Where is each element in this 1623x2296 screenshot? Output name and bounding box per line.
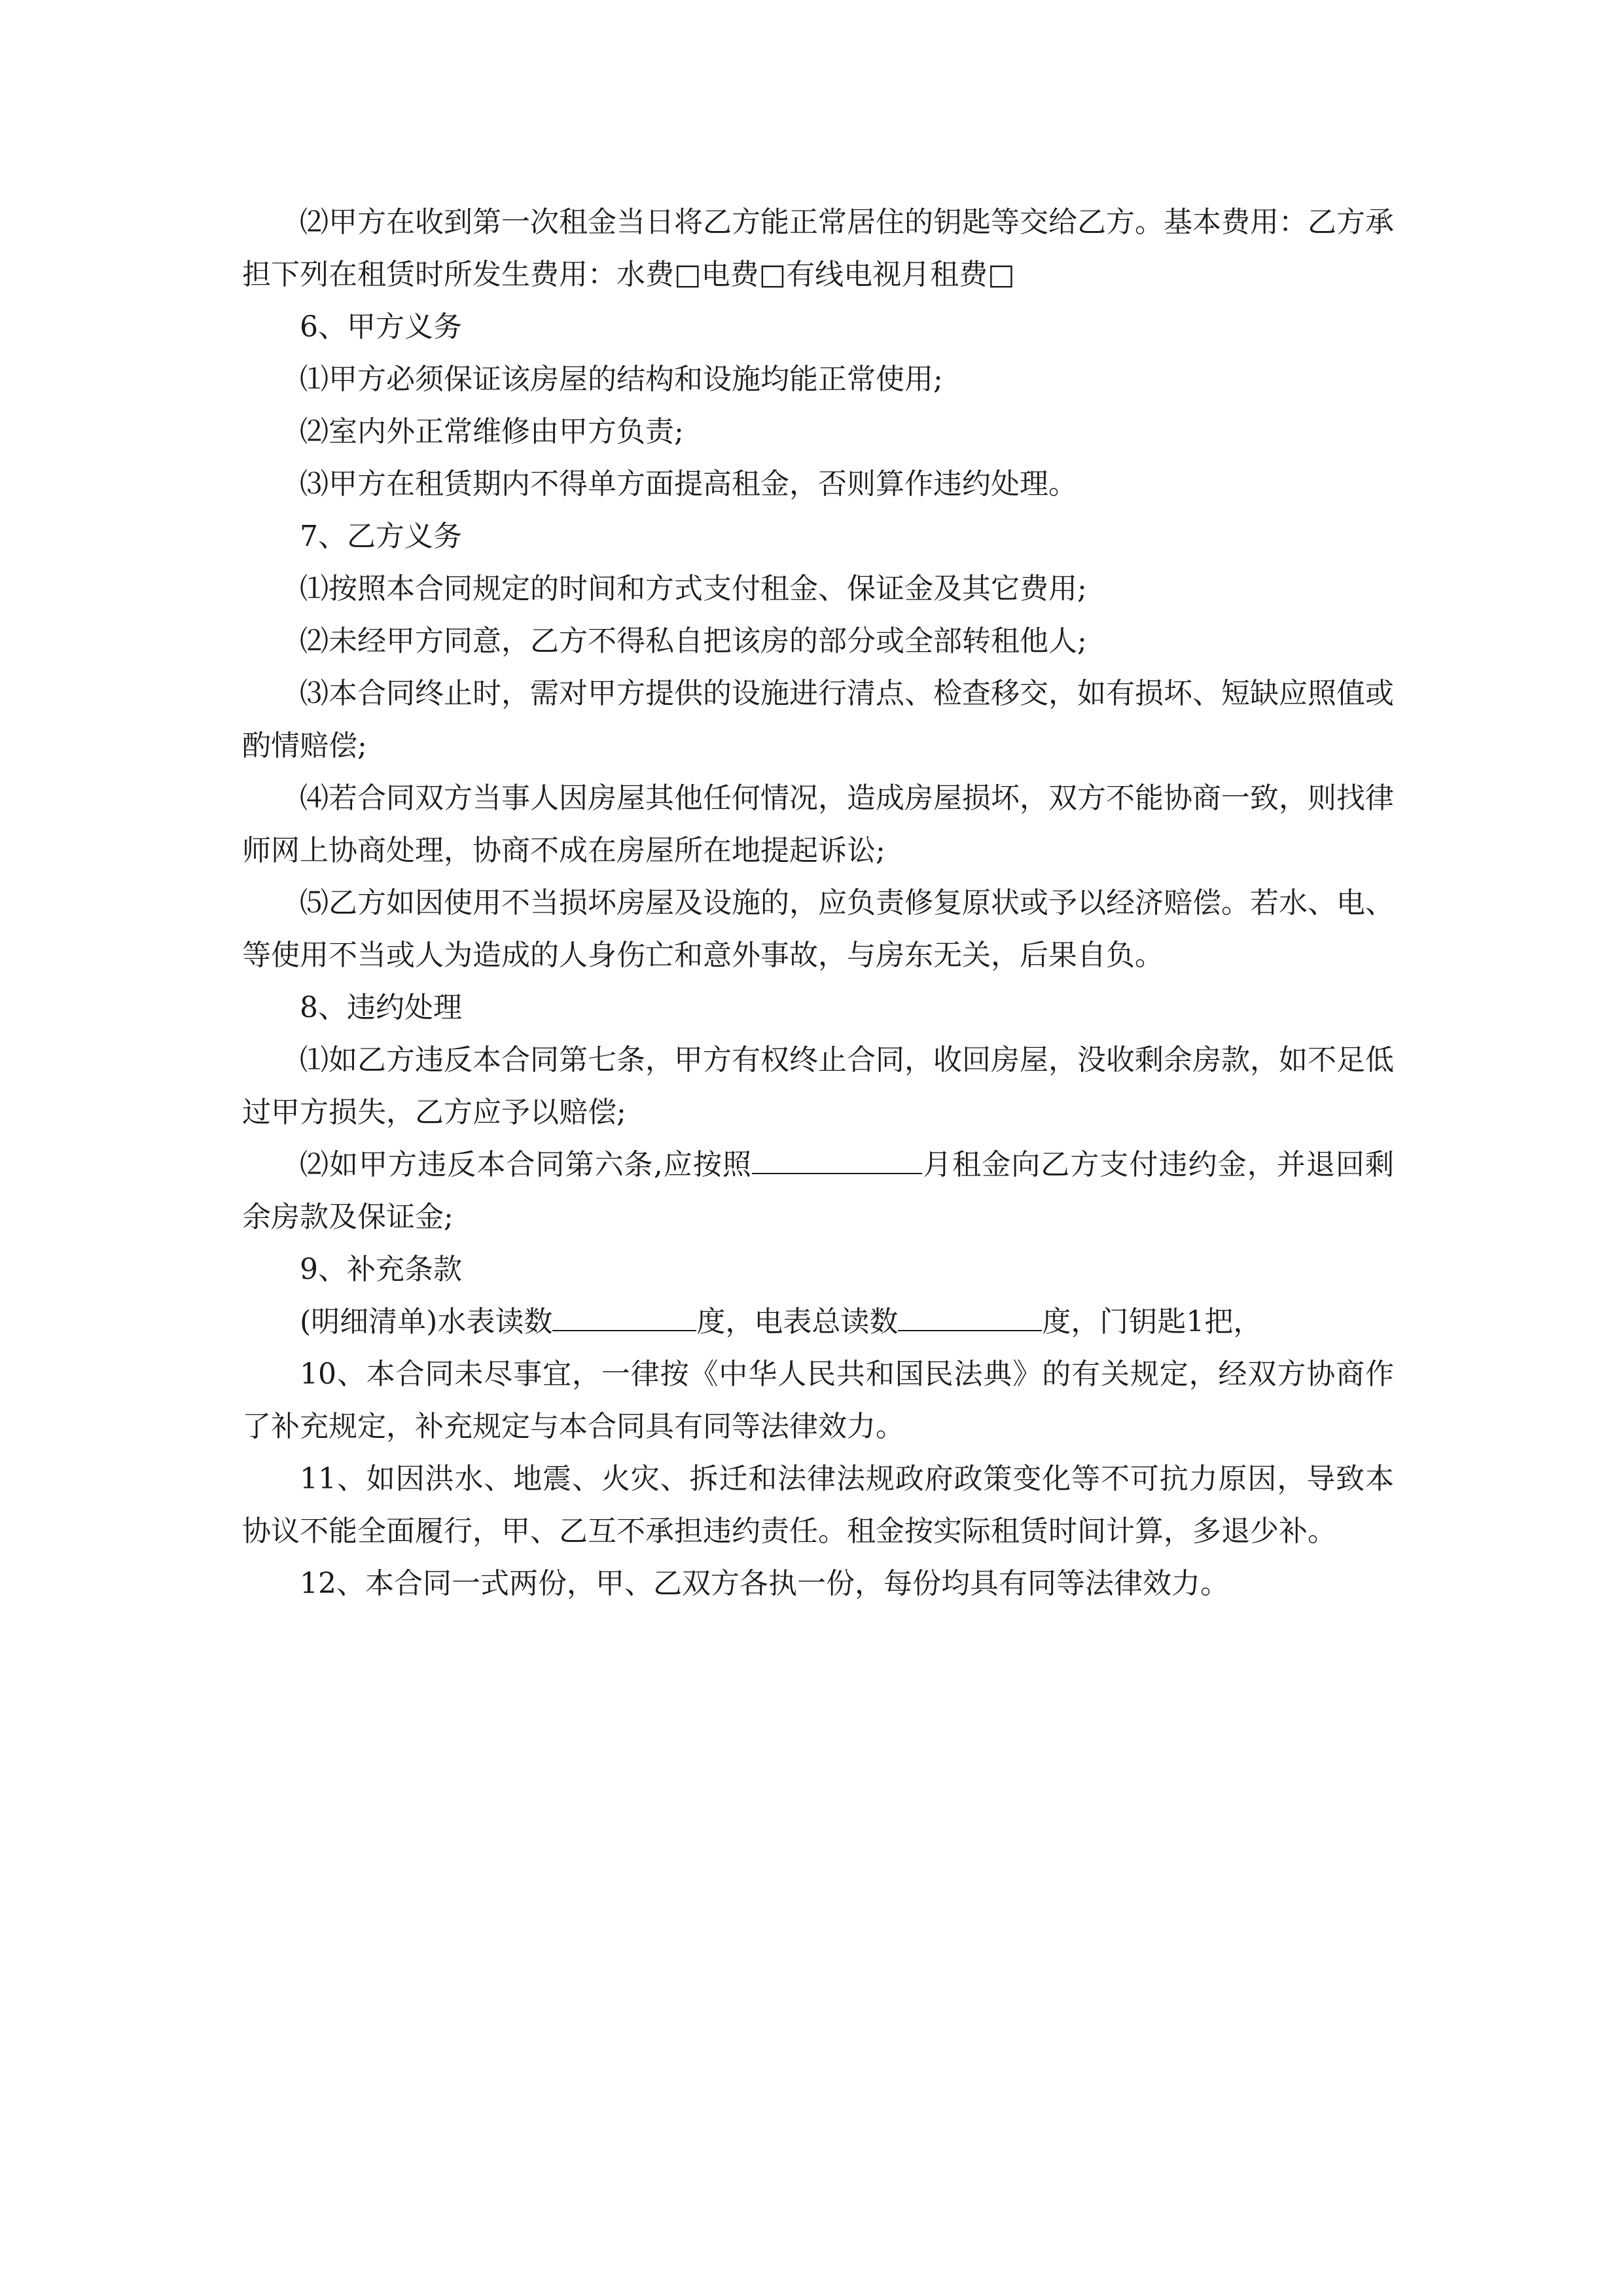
clause-breach-2-before: ⑵如甲方违反本合同第六条,应按照 <box>300 1148 752 1181</box>
clause-inventory <box>242 1296 1394 1348</box>
heading-party-a-duties: 6、甲方义务 <box>300 310 462 344</box>
inventory-electric-label: 度，电表总读数 <box>696 1305 899 1338</box>
inventory-keys-label: 度，门钥匙1把， <box>1042 1305 1262 1338</box>
clause-b-5: ⑸乙方如因使用不当损坏房屋及设施的，应负责修复原状或予以经济赔偿。若水、电、等使用不当或人为造成的人身伤亡和意外事故，与房东无关，后果自负。 <box>242 886 1394 972</box>
inventory-water-label: (明细清单)水表读数 <box>300 1305 553 1338</box>
clause-b-4: ⑷若合同双方当事人因房屋其他任何情况，造成房屋损坏，双方不能协商一致，则找律师网上协商处理，协商不成在房屋所在地提起诉讼; <box>242 781 1394 867</box>
heading-breach: 8、违约处理 <box>300 991 462 1024</box>
blank-penalty-months[interactable] <box>752 1147 922 1174</box>
clause-12: 12、本合同一式两份，甲、乙双方各执一份，每份均具有同等法律效力。 <box>300 1567 1229 1600</box>
clause-breach-1: ⑴如乙方违反本合同第七条，甲方有权终止合同，收回房屋，没收剩余房款，如不足低过甲方损失，乙方应予以赔偿; <box>242 1043 1394 1129</box>
clause-a-2: ⑵室内外正常维修由甲方负责; <box>300 415 684 448</box>
blank-water-reading[interactable] <box>552 1304 696 1331</box>
heading-party-b-duties: 7、乙方义务 <box>300 520 462 553</box>
blank-electric-reading[interactable] <box>898 1304 1042 1331</box>
clause-a-3: ⑶甲方在租赁期内不得单方面提高租金，否则算作违约处理。 <box>300 467 1077 501</box>
clause-key-handover: ⑵甲方在收到第一次租金当日将乙方能正常居住的钥匙等交给乙方。基本费用：乙方承担下列在租赁时所发生费用：水费□电费□有线电视月租费□ <box>242 206 1394 291</box>
document-page <box>242 196 1394 1610</box>
clause-b-1: ⑴按照本合同规定的时间和方式支付租金、保证金及其它费用; <box>300 572 1087 605</box>
clause-10: 10、本合同未尽事宜，一律按《中华人民共和国民法典》的有关规定，经双方协商作了补充规定，补充规定与本合同具有同等法律效力。 <box>242 1357 1394 1443</box>
clause-11: 11、如因洪水、地震、火灾、拆迁和法律法规政府政策变化等不可抗力原因，导致本协议不能全面履行，甲、乙互不承担违约责任。租金按实际租赁时间计算，多退少补。 <box>242 1462 1394 1548</box>
clause-breach-2-after: 月租金向乙方支付违约金，并退回剩余房款及保证金; <box>242 1148 1394 1234</box>
clause-a-1: ⑴甲方必须保证该房屋的结构和设施均能正常使用; <box>300 363 943 396</box>
clause-breach-2 <box>242 1139 1394 1244</box>
clause-b-2: ⑵未经甲方同意，乙方不得私自把该房的部分或全部转租他人; <box>300 624 1087 658</box>
clause-b-3: ⑶本合同终止时，需对甲方提供的设施进行清点、检查移交，如有损坏、短缺应照值或酌情赔偿; <box>242 677 1394 762</box>
heading-supplementary: 9、补充条款 <box>300 1253 462 1286</box>
